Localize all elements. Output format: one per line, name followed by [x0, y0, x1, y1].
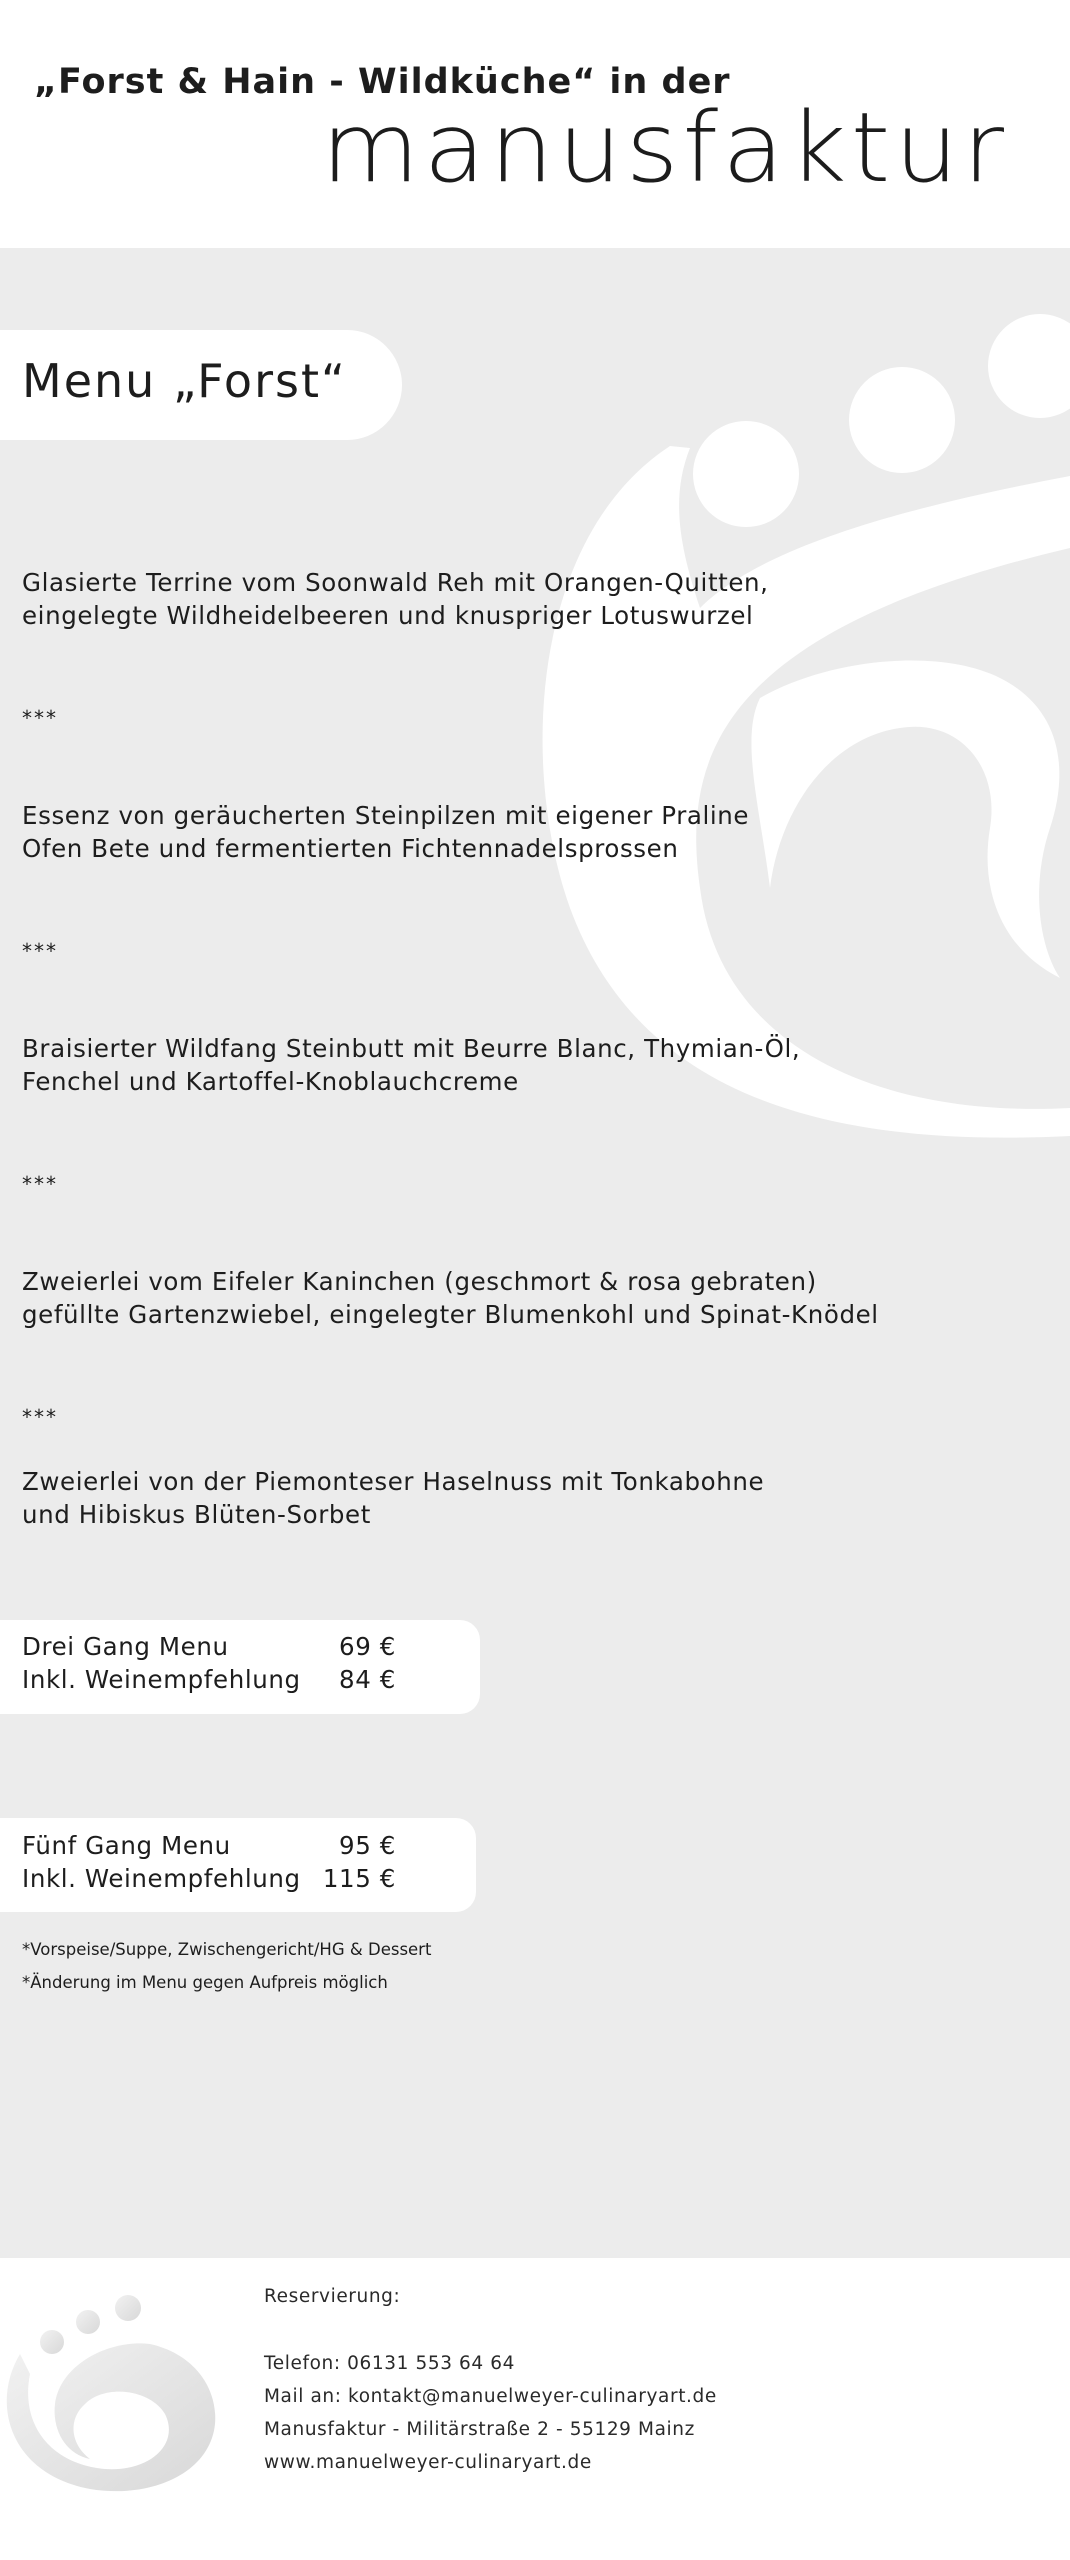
course-5-line-2: und Hibiskus Blüten-Sorbet	[22, 1500, 371, 1529]
footnote-courses: *Vorspeise/Suppe, Zwischengericht/HG & Dessert	[22, 1940, 432, 1959]
footer-phone[interactable]: Telefon: 06131 553 64 64	[264, 2353, 516, 2374]
course-3-line-1: Braisierter Wildfang Steinbutt mit Beurre Blanc, Thymian-Öl,	[22, 1034, 801, 1063]
course-4-line-1: Zweierlei vom Eifeler Kaninchen (geschmort & rosa gebraten)	[22, 1267, 817, 1296]
course-3-line-2: Fenchel und Kartoffel-Knoblauchcreme	[22, 1067, 519, 1096]
course-2-line-2: Ofen Bete und fermentierten Fichtennadelsprossen	[22, 834, 679, 863]
three-course-wine-label: Inkl. Weinempfehlung	[22, 1665, 301, 1694]
three-course-wine-price: 84 €	[339, 1665, 396, 1694]
course-1-line-2: eingelegte Wildheidelbeeren und knuspriger Lotuswurzel	[22, 601, 754, 630]
five-course-label: Fünf Gang Menu	[22, 1831, 231, 1860]
five-course-price: 95 €	[339, 1831, 396, 1860]
three-course-label: Drei Gang Menu	[22, 1632, 229, 1661]
five-course-wine-label: Inkl. Weinempfehlung	[22, 1864, 301, 1893]
header-title: „Forst & Hain - Wildküche“ in der	[34, 62, 731, 102]
course-separator: ***	[22, 939, 58, 963]
footer-ampersand-logo-icon	[0, 2294, 220, 2494]
course-separator: ***	[22, 1172, 58, 1196]
five-course-wine-price: 115 €	[322, 1864, 396, 1893]
page-header	[0, 0, 1070, 248]
course-2-line-1: Essenz von geräucherten Steinpilzen mit eigener Praline	[22, 801, 750, 830]
menu-card	[0, 248, 1070, 2258]
menu-title: Menu „Forst“	[22, 354, 347, 408]
course-separator: ***	[22, 706, 58, 730]
brand-wordmark: manusfaktur	[321, 92, 1008, 204]
course-separator: ***	[22, 1405, 58, 1429]
course-5-line-1: Zweierlei von der Piemonteser Haselnuss mit Tonkabohne	[22, 1467, 765, 1496]
footer-website[interactable]: www.manuelweyer-culinaryart.de	[264, 2452, 592, 2473]
footnote-changes: *Änderung im Menu gegen Aufpreis möglich	[22, 1973, 388, 1992]
footer-reservation: Reservierung:	[264, 2286, 401, 2307]
course-4-line-2: gefüllte Gartenzwiebel, eingelegter Blumenkohl und Spinat-Knödel	[22, 1300, 879, 1329]
page-footer	[0, 2258, 1070, 2560]
three-course-price: 69 €	[339, 1632, 396, 1661]
footer-mail[interactable]: Mail an: kontakt@manuelweyer-culinaryart.de	[264, 2386, 717, 2407]
course-1-line-1: Glasierte Terrine vom Soonwald Reh mit Orangen-Quitten,	[22, 568, 769, 597]
footer-address: Manusfaktur - Militärstraße 2 - 55129 Mainz	[264, 2419, 695, 2440]
